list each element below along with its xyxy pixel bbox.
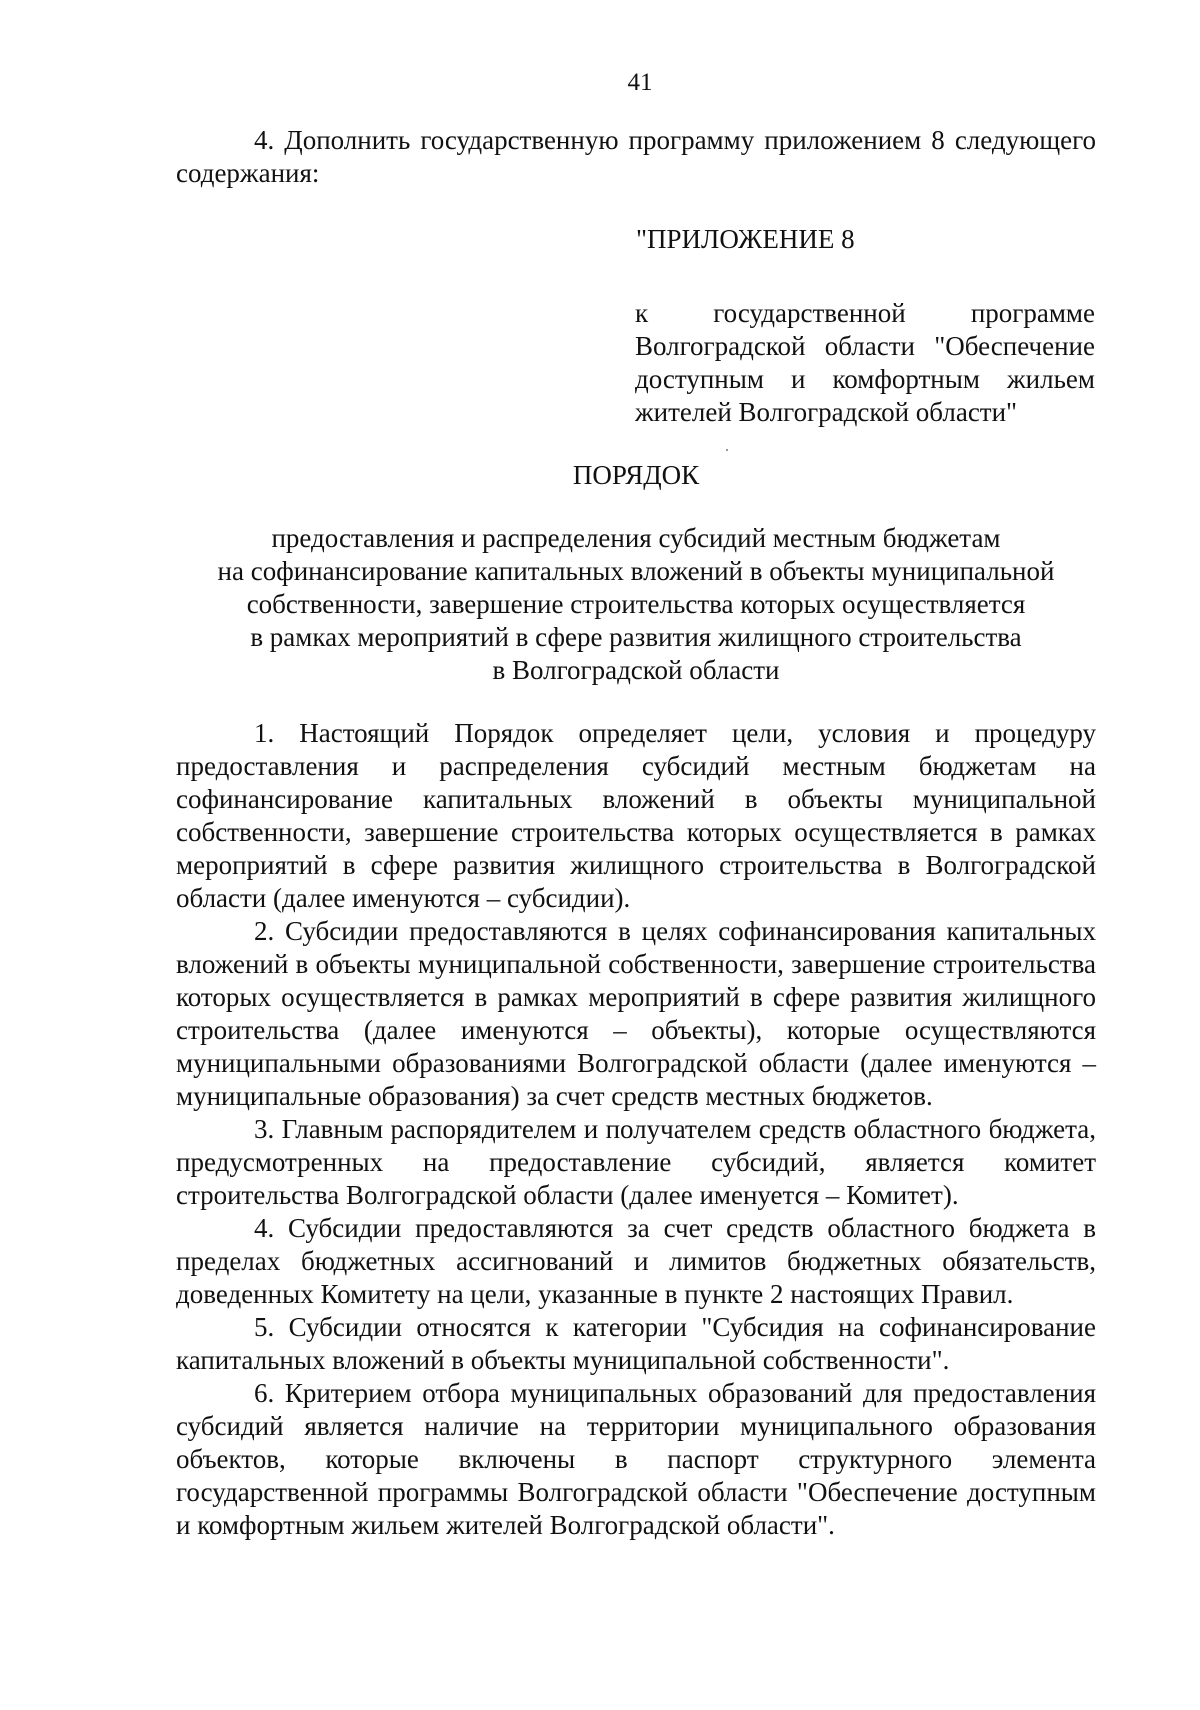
paragraph-4: 4. Субсидии предоставляются за счет средств областного бюджета в пределах бюджетных ассигнований и лимитов бюджетных обязательств, доведенных Комитету на цели, указанные в пункте 2 настоящих Правил. (176, 1213, 1096, 1309)
appendix-title: "ПРИЛОЖЕНИЕ 8 (636, 224, 855, 254)
document-subtitle (176, 522, 1096, 687)
subtitle-line: на софинансирование капитальных вложений в объекты муниципальной (217, 556, 1055, 586)
paragraph-2: 2. Субсидии предоставляются в целях софинансирования капитальных вложений в объекты муниципальной собственности, завершение строительства которых осуществляется в рамках мероприятий в сфере развития жилищного строительства (далее именуются – объекты), которые осуществляются муниципальными образованиями Волгоградской области (далее именуются – муниципальные образования) за счет средств местных бюджетов. (176, 916, 1096, 1111)
paragraph-6: 6. Критерием отбора муниципальных образований для предоставления субсидий является наличие на территории муниципального образования объектов, которые включены в паспорт структурного элемента государственной программы Волгоградской области "Обеспечение доступным и комфортным жильем жителей Волгоградской области". (176, 1378, 1096, 1540)
subtitle-line: в Волгоградской области (492, 655, 780, 685)
subtitle-line: в рамках мероприятий в сфере развития жилищного строительства (250, 622, 1022, 652)
page-number: 41 (627, 69, 653, 96)
paragraph-5: 5. Субсидии относятся к категории "Субсидия на софинансирование капитальных вложений в объекты муниципальной собственности". (176, 1312, 1096, 1375)
subtitle-line: предоставления и распределения субсидий местным бюджетам (271, 523, 1001, 553)
paragraph-1: 1. Настоящий Порядок определяет цели, условия и процедуру предоставления и распределения субсидий местным бюджетам на софинансирование капитальных вложений в объекты муниципальной собственности, завершение строительства которых осуществляется в рамках мероприятий в сфере развития жилищного строительства в Волгоградской области (далее именуются – субсидии). (176, 718, 1096, 913)
paragraph-3: 3. Главным распорядителем и получателем средств областного бюджета, предусмотренных на предоставление субсидий, является комитет строительства Волгоградской области (далее именуется – Комитет). (176, 1114, 1096, 1210)
intro-paragraph: 4. Дополнить государственную программу приложением 8 следующего содержания: (176, 125, 1096, 188)
subtitle-line: собственности, завершение строительства которых осуществляется (246, 589, 1026, 619)
page-content (176, 124, 1096, 1542)
scan-speck (726, 449, 728, 451)
appendix-note: к государственной программе Волгоградской области "Обеспечение доступным и комфортным жильем жителей Волгоградской области" (635, 298, 1095, 427)
body-paragraphs (176, 717, 1096, 1542)
document-title: ПОРЯДОК (572, 460, 700, 490)
